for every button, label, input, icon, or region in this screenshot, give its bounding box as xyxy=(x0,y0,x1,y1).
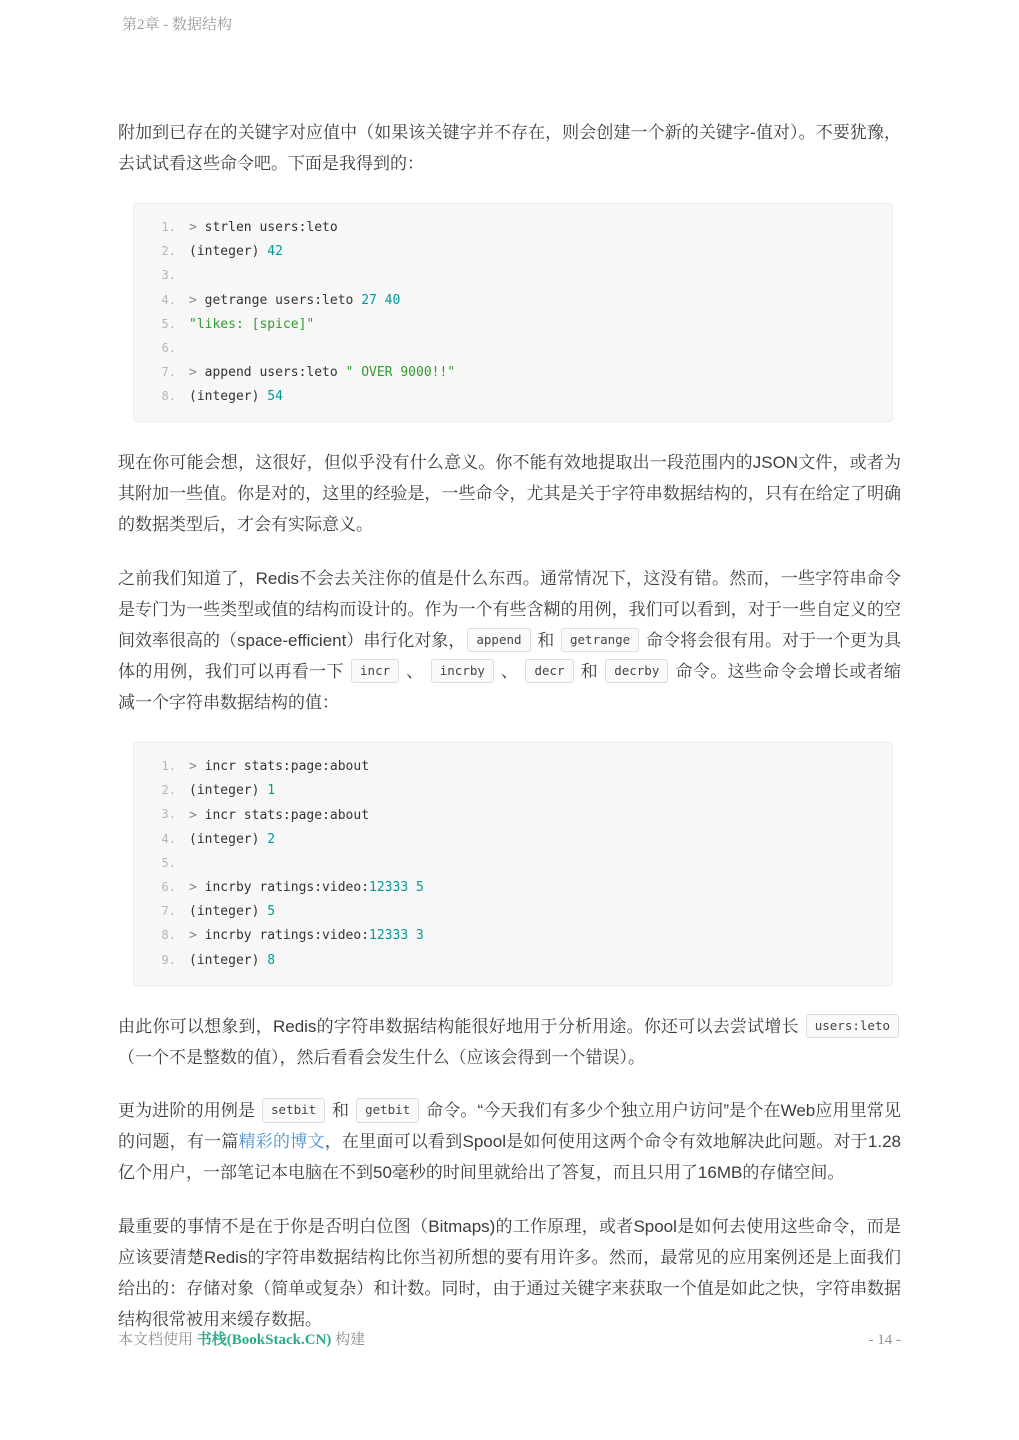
line-number: 6. xyxy=(161,340,176,355)
inline-code-chip: decr xyxy=(525,659,573,683)
code-line xyxy=(150,313,876,337)
line-number: 4. xyxy=(161,292,176,307)
inline-code-chip: getrange xyxy=(561,628,639,652)
inline-code-chip: incr xyxy=(351,659,399,683)
code-line xyxy=(150,216,876,240)
line-number: 1. xyxy=(161,220,176,235)
code-line xyxy=(150,337,876,361)
line-number: 3. xyxy=(161,807,176,822)
code-line-text: > append users:leto " OVER 9000!!" xyxy=(189,365,456,381)
paragraph-text: 和 xyxy=(532,631,559,651)
line-number: 4. xyxy=(161,831,176,846)
line-number: 8. xyxy=(161,389,176,404)
paragraph xyxy=(118,1212,901,1336)
code-line xyxy=(150,900,876,924)
code-line-text: "likes: [spice]" xyxy=(189,316,315,332)
line-number: 9. xyxy=(161,952,176,967)
paragraph-text: 之前我们知道了，Redis不会去关注你的值是什么东西。通常情况下，这没有错。然而，一些字符串命令是专门为一些类型或值的结构而设计的。作为一个有些含糊的用例，我们可以看到，对于一些自定义的空间效率很高的（space-efficient）串行化对象， xyxy=(118,569,901,651)
paragraph xyxy=(118,118,901,180)
code-line-text: > incrby ratings:video:12333 3 xyxy=(189,928,424,944)
inline-code-chip: getbit xyxy=(356,1098,419,1122)
code-line xyxy=(150,876,876,900)
code-line-text: > incr stats:page:about xyxy=(189,807,370,823)
code-block xyxy=(133,203,893,423)
code-line-text: > incr stats:page:about xyxy=(189,759,370,775)
page-number: - 14 - xyxy=(868,1332,901,1348)
paragraph-text: 由此你可以想象到，Redis的字符串数据结构能很好地用于分析用途。你还可以去尝试增长 xyxy=(118,1016,804,1036)
code-line-text: (integer) 8 xyxy=(189,952,276,968)
line-number: 6. xyxy=(161,879,176,894)
line-number: 5. xyxy=(161,316,176,331)
line-number: 2. xyxy=(161,783,176,798)
code-line xyxy=(150,924,876,948)
paragraph-text: 附加到已存在的关键字对应值中（如果该关键字并不存在，则会创建一个新的关键字-值对）。不要犹豫，去试试看这些命令吧。下面是我得到的： xyxy=(118,123,901,173)
page-footer xyxy=(118,1328,901,1349)
inline-code-chip: decrby xyxy=(605,659,668,683)
footer-text-suffix: 构建 xyxy=(331,1332,366,1348)
code-line xyxy=(150,827,876,851)
code-line xyxy=(150,948,876,972)
paragraph xyxy=(118,448,901,541)
code-line xyxy=(150,755,876,779)
line-number: 8. xyxy=(161,928,176,943)
line-number: 7. xyxy=(161,904,176,919)
code-line-text: > getrange users:leto 27 40 xyxy=(189,292,401,308)
inline-code-chip: setbit xyxy=(262,1098,325,1122)
paragraph-text: （一个不是整数的值），然后看看会发生什么（应该会得到一个错误）。 xyxy=(118,1047,645,1067)
paragraph xyxy=(118,1012,901,1074)
code-line xyxy=(150,779,876,803)
code-line-text: (integer) 1 xyxy=(189,783,276,799)
footer-text-prefix: 本文档使用 xyxy=(118,1332,197,1348)
paragraph-text: 命令将会很有用。对于一个更为具体的用例，我们可以再看一下 xyxy=(118,631,901,681)
paragraph-text: 最重要的事情不是在于你是否明白位图（Bitmaps)的工作原理，或者Spool是如何去使用这些命令，而是应该要清楚Redis的字符串数据结构比你当初所想的要有用许多。然而，最常见的应用案例还是上面我们给出的：存储对象（简单或复杂）和计数。同时，由于通过关键字来获取一个值是如此之快，字符串数据结构很常被用来缓存数据。 xyxy=(118,1217,901,1330)
paragraph-text: 命令。这些命令会增长或者缩减一个字符串数据结构的值： xyxy=(118,662,901,712)
paragraph-text: 更为进阶的用例是 xyxy=(118,1101,261,1121)
code-line-text: (integer) 42 xyxy=(189,244,283,260)
paragraph-text: 和 xyxy=(327,1101,355,1121)
footer-builder-note xyxy=(118,1328,365,1349)
text-link[interactable]: 精彩的博文 xyxy=(238,1132,325,1152)
code-line xyxy=(150,264,876,288)
line-number: 2. xyxy=(161,244,176,259)
paragraph-text: 命令。“今天我们有多少个独立用户访问”是个在Web应用里常见的问题，有一篇 xyxy=(118,1101,901,1152)
page-content xyxy=(118,118,901,1359)
paragraph-text: ，在里面可以看到Spool是如何使用这两个命令有效地解决此问题。对于1.28亿个用户，一部笔记本电脑在不到50毫秒的时间里就给出了答复，而且只用了16MB的存储空间。 xyxy=(118,1132,901,1183)
paragraph-text: 、 xyxy=(401,662,429,681)
line-number: 1. xyxy=(161,759,176,774)
chapter-header: 第2章 - 数据结构 xyxy=(122,17,232,33)
code-line xyxy=(150,288,876,312)
paragraph-text: 现在你可能会想，这很好，但似乎没有什么意义。你不能有效地提取出一段范围内的JSON文件，或者为其附加一些值。你是对的，这里的经验是，一些命令，尤其是关于字符串数据结构的，只有在给定了明确的数据类型后，才会有实际意义。 xyxy=(118,453,901,535)
paragraph xyxy=(118,564,901,719)
code-line-text: (integer) 54 xyxy=(189,389,283,405)
code-line-text: (integer) 5 xyxy=(189,904,276,920)
code-line xyxy=(150,852,876,876)
paragraph-text: 、 xyxy=(495,662,524,681)
code-line-text: > strlen users:leto xyxy=(189,220,338,236)
paragraph-text: 和 xyxy=(575,662,604,681)
inline-code-chip: incrby xyxy=(431,659,494,683)
code-line xyxy=(150,385,876,409)
line-number: 5. xyxy=(161,855,176,870)
paragraph xyxy=(118,1096,901,1189)
code-line xyxy=(150,240,876,264)
code-line xyxy=(150,803,876,827)
line-number: 7. xyxy=(161,365,176,380)
inline-code-chip: append xyxy=(467,628,530,652)
code-line xyxy=(150,361,876,385)
code-block xyxy=(133,742,893,986)
code-line-text: (integer) 2 xyxy=(189,831,276,847)
line-number: 3. xyxy=(161,268,176,283)
code-line-text: > incrby ratings:video:12333 5 xyxy=(189,880,424,896)
inline-code-chip: users:leto xyxy=(806,1014,899,1038)
bookstack-brand-link[interactable]: 书栈(BookStack.CN) xyxy=(196,1332,332,1348)
